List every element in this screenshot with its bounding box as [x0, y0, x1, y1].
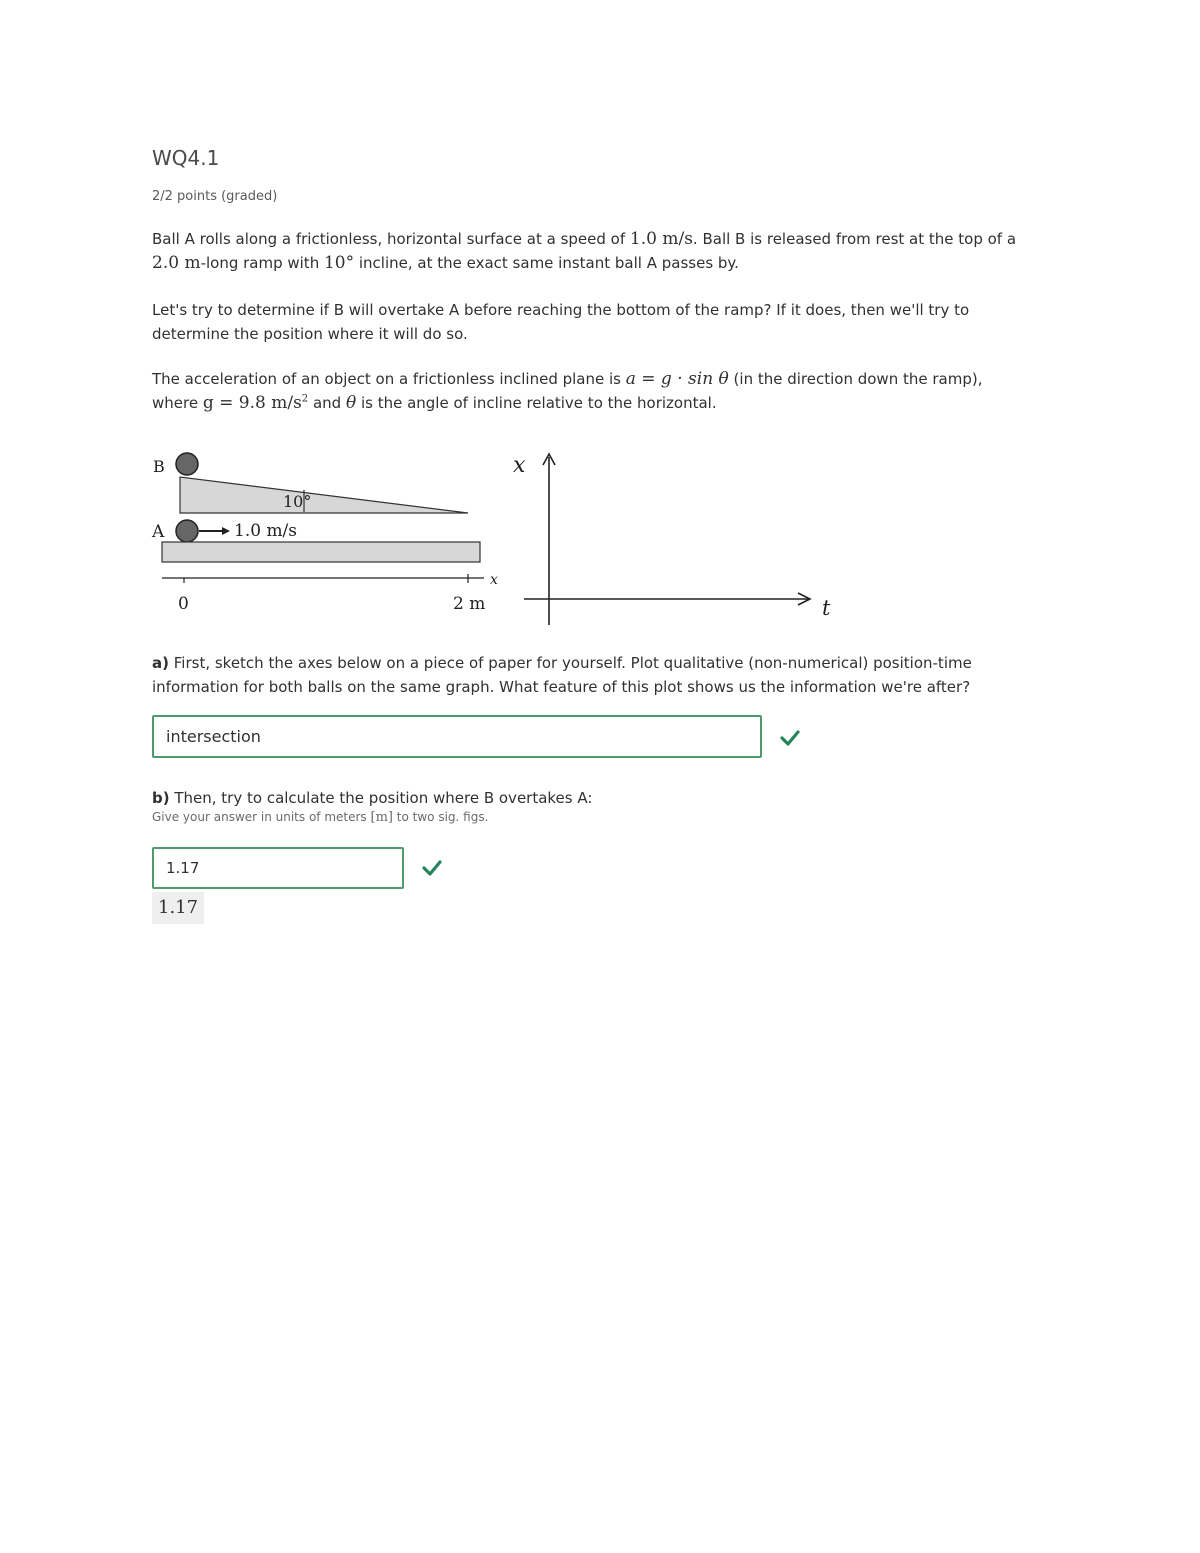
part-a-question: a) First, sketch the axes below on a piece of paper for yourself. Plot qualitative (non-numerical) position-time information for both balls on the same graph. What feature of this plot shows us the information we're after? — [152, 654, 972, 696]
axis-zero-label: 0 — [178, 594, 189, 614]
part-a-answer-input[interactable] — [152, 715, 762, 758]
intro-paragraph-1: Ball A rolls along a frictionless, horizontal surface at a speed of 1.0 m/s. Ball B is released from rest at the top of a 2.0 m-long ramp with 10° incline, at the exact same instant ball A passes by. — [152, 229, 1017, 273]
problem-title: WQ4.1 — [152, 146, 220, 170]
velocity-arrow-icon — [222, 527, 230, 535]
theta-symbol: θ — [345, 393, 357, 413]
points-status: 2/2 points (graded) — [152, 189, 278, 204]
part-b-answer-input[interactable] — [152, 847, 404, 889]
correct-check-icon — [780, 728, 800, 748]
angle-value: 10° — [323, 253, 355, 273]
gravity-value: g = 9.8 $m/s^2$ — [202, 393, 309, 413]
part-b-question: b) Then, try to calculate the position where B overtakes A: — [152, 789, 593, 807]
axis-x-label: x — [490, 572, 498, 588]
ball-b-label: B — [153, 457, 165, 476]
length-value: 2.0 m — [152, 253, 201, 273]
intro-paragraph-2: Let's try to determine if B will overtake A before reaching the bottom of the ramp? If it does, then we'll try to determine the position where it will do so. — [152, 301, 970, 343]
ramp-diagram — [150, 445, 850, 630]
ball-a-label: A — [152, 522, 165, 542]
acceleration-formula: a = g · sin θ — [625, 369, 729, 389]
answer-preview: 1.17 — [152, 892, 204, 924]
speed-label: 1.0 m/s — [234, 521, 298, 541]
ball-b — [176, 453, 198, 475]
axis-end-label: 2 m — [453, 594, 486, 614]
correct-check-icon — [422, 858, 442, 878]
ramp-shape — [180, 477, 468, 513]
speed-value: 1.0 m/s — [629, 229, 693, 249]
ball-a — [176, 520, 198, 542]
graph-t-label: t — [822, 596, 831, 620]
part-b-hint: Give your answer in units of meters [m] to two sig. figs. — [152, 810, 489, 825]
angle-label: 10° — [283, 492, 312, 511]
graph-x-label: x — [513, 453, 526, 478]
floor-surface — [162, 542, 480, 562]
intro-paragraph-3: The acceleration of an object on a frictionless inclined plane is a = g · sin θ (in the direction down the ramp), where g = 9.8 $m/s^2$ and θ is the angle of incline relative to the horizontal. — [152, 369, 983, 413]
